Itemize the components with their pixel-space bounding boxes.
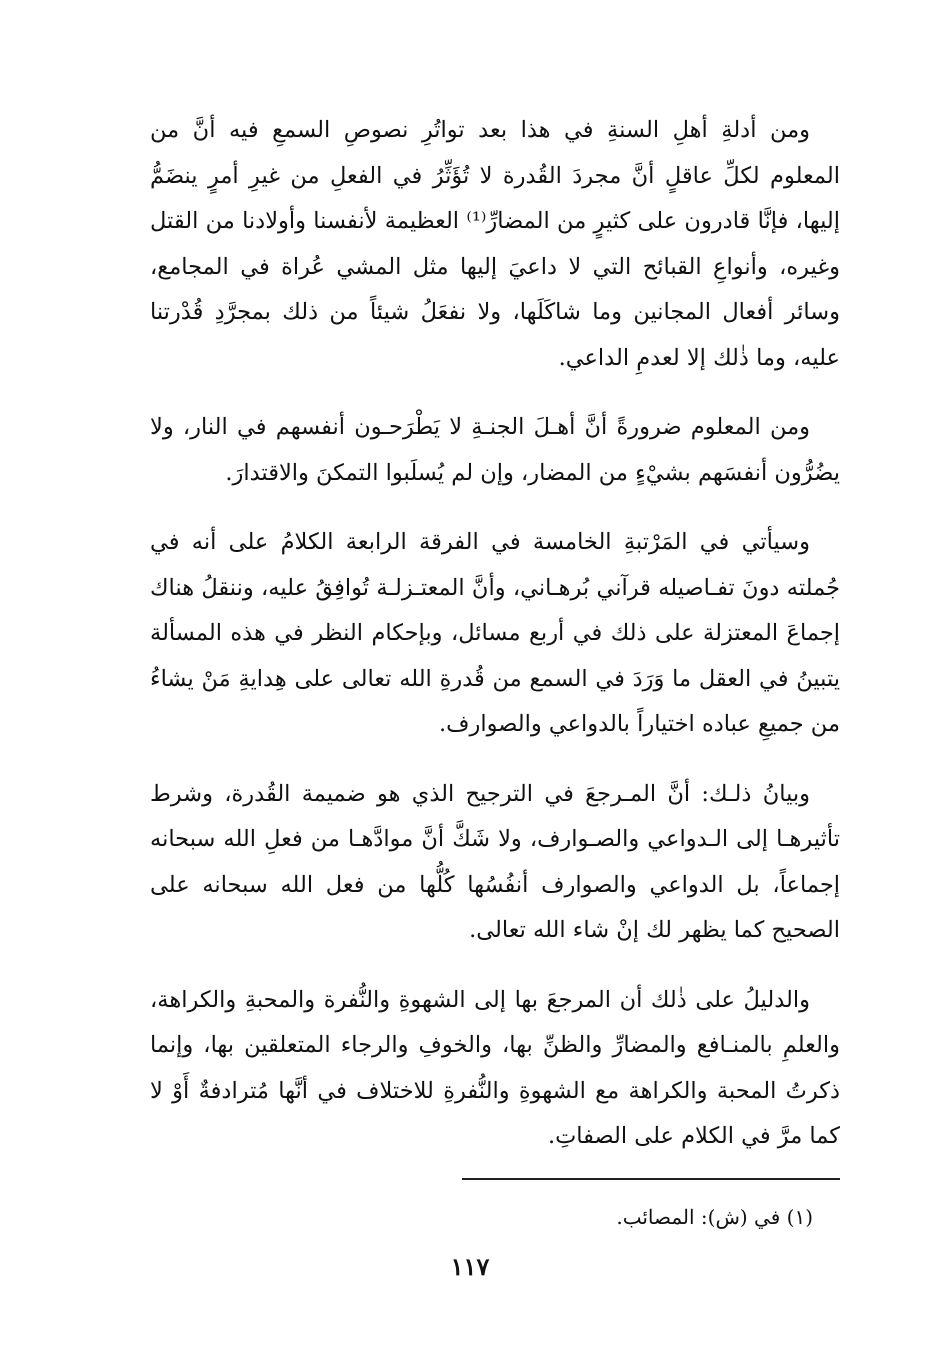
paragraph-4: وبيانُ ذلـك: أنَّ المـرجعَ في الترجيح الذي هو ضميمة القُدرة، وشرط تأثيرهـا إلى الـدواعي والصـوارف، ولا شَكَّ أنَّ موادَّهـا من فعلِ الله سبحانه إجماعاً، بل الدواعي والصوارف أنفُسُها كُلُّها من فعل الله سبحانه على الصحيح كما يظهر لك إنْ شاء الله تعالى.	[150, 780, 840, 943]
paragraph-5: والدليلُ على ذٰلك أن المرجعَ بها إلى الشهوةِ والنُّفرة والمحبةِ والكراهة، والعلمِ بالمنـافع والمضارِّ والظنِّ بها، والخوفِ والرجاء المتعلقين بها، وإنما ذكرتُ المحبة والكراهة مع الشهوةِ والنُّفرةِ للاختلاف في أنَّها مُترادفةٌ أَوْ لا كما مرَّ في الكلام على الصفاتِ.	[150, 986, 840, 1149]
footnote-divider	[462, 1178, 840, 1180]
paragraph-1: ومن أدلةِ أهلِ السنةِ في هذا بعد تواتُرِ نصوصِ السمعِ فيه أنَّ من المعلوم لكلِّ عاقلٍ أنَّ مجردَ القُدرة لا تُؤَثِّرُ في الفعلِ من غيرِ أمرٍ ينضَمُّ إليها، فإنَّا قادرون على كثيرٍ من المضارِّ⁽¹⁾ العظيمة لأنفسنا وأولادنا من القتل وغيره، وأنواعِ القبائح التي لا داعيَ إليها مثل المشي عُراة في المجامع، وسائر أفعال المجانين وما شاكَلَها، ولا نفعَلُ شيئاً من ذلك بمجرَّدِ قُدْرتنا عليه، وما ذٰلك إلا لعدمِ الداعي.	[150, 117, 840, 371]
main-text	[150, 108, 840, 1184]
paragraph-2: ومن المعلوم ضرورةً أنَّ أهـلَ الجنـةِ لا يَطْرَحـون أنفسهم في النار، ولا يضُرُّون أنفسَهم بشيْءٍ من المضار، وإن لم يُسلَبوا التمكنَ والاقتدارَ.	[150, 414, 840, 486]
footnote: (١) في (ش): المصائب.	[616, 1205, 813, 1229]
paragraph-3: وسيأتي في المَرْتبةِ الخامسة في الفرقة الرابعة الكلامُ على أنه في جُملته دونَ تفـاصيله قرآني بُرهـاني، وأنَّ المعتـزلـة تُوافِقُ عليه، وننقلُ هناك إجماعَ المعتزلة على ذلك في أربع مسائل، وبإحكام النظر في هذه المسألة يتبينُ في العقل ما وَرَدَ في السمع من قُدرةِ الله تعالى على هِدايةِ مَنْ يشاءُ من جميعِ عباده اختياراً بالدواعي والصوارف.	[150, 529, 840, 737]
page-number: ١١٧	[450, 1252, 490, 1281]
